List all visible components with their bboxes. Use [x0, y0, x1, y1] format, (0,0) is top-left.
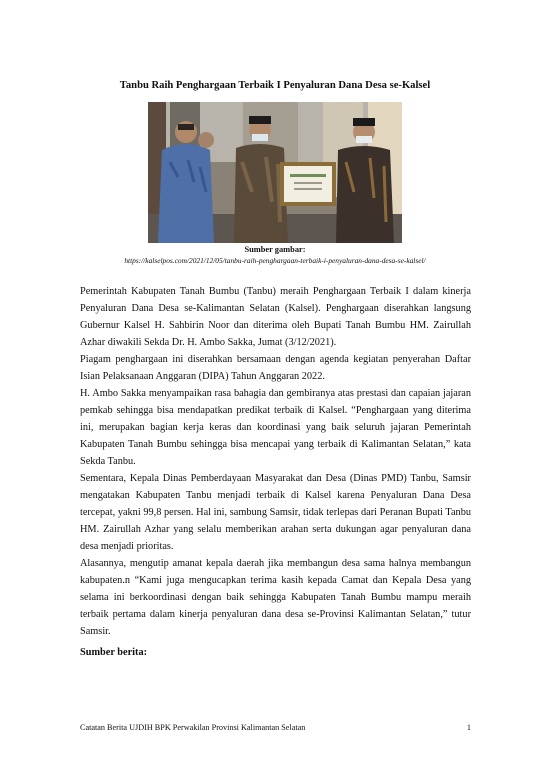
page-footer [80, 723, 471, 732]
article-title: Tanbu Raih Penghargaan Terbaik I Penyaluran Dana Desa se-Kalsel [119, 80, 431, 91]
paragraph: Piagam penghargaan ini diserahkan bersamaan dengan agenda kegiatan penyerahan Daftar Isian Pelaksanaan Anggaran (DIPA) Tahun Anggaran 2022. [80, 354, 471, 382]
paragraph: H. Ambo Sakka menyampaikan rasa bahagia dan gembiranya atas prestasi dan capaian jajaran pemkab sehingga bisa mendapatkan predikat terbaik di Kalsel. “Penghargaan yang diterima ini, merupakan bagian kerja keras dan koordinasi yang baik seluruh jajaran Pemerintah Kabupaten Tanah Bumbu sehingga bisa mencapai yang terbaik di Kalimantan Selatan,” kata Sekda Tanbu. [80, 388, 471, 467]
footer-text: Catatan Berita UJDIH BPK Perwakilan Provinsi Kalimantan Selatan [80, 723, 306, 732]
image-caption-label: Sumber gambar: [244, 245, 306, 254]
source-label: Sumber berita: [80, 647, 148, 658]
page-number: 1 [466, 723, 471, 732]
paragraph: Pemerintah Kabupaten Tanah Bumbu (Tanbu) meraih Penghargaan Terbaik I dalam kinerja Penyaluran Dana Desa se-Kalimantan Selatan (Kalsel). Penghargaan diserahkan langsung Gubernur Kalsel H. Sahbirin Noor dan diterima oleh Bupati Tanah Bumbu HM. Zairullah Azhar diwakili Sekda Dr. H. Ambo Sakka, Jumat (3/12/2021). [80, 286, 471, 348]
article-body [80, 283, 471, 640]
paragraph: Sementara, Kepala Dinas Pemberdayaan Masyarakat dan Desa (Dinas PMD) Tanbu, Samsir mengatakan Kabupaten Tanbu menjadi terbaik di Kalsel karena Penyaluran Dana Desa tercepat, yakni 99,8 persen. Hal ini, sambung Samsir, tidak terlepas dari Peranan Bupati Tanbu HM. Zairullah Azhar yang selalu memberikan arahan serta dukungan agar penyaluran dana desa menjadi prioritas. [80, 473, 471, 552]
article-photo [148, 102, 402, 243]
image-caption-url[interactable]: https://kalselpos.com/2021/12/05/tanbu-raih-penghargaan-terbaik-i-penyaluran-dana-desa-se-kalsel/ [124, 256, 426, 265]
paragraph: Alasannya, mengutip amanat kepala daerah jika membangun desa sama halnya membangun kabupaten.n “Kami juga mengucapkan terima kasih kepada Camat dan Kepala Desa yang selama ini berkoordinasi dengan baik sehingga Kabupaten Tanah Bumbu mampu meraih terbaik pertama dalam kinerja penyaluran dana desa se-Provinsi Kalimantan Selatan,” tutur Samsir. [80, 558, 471, 637]
